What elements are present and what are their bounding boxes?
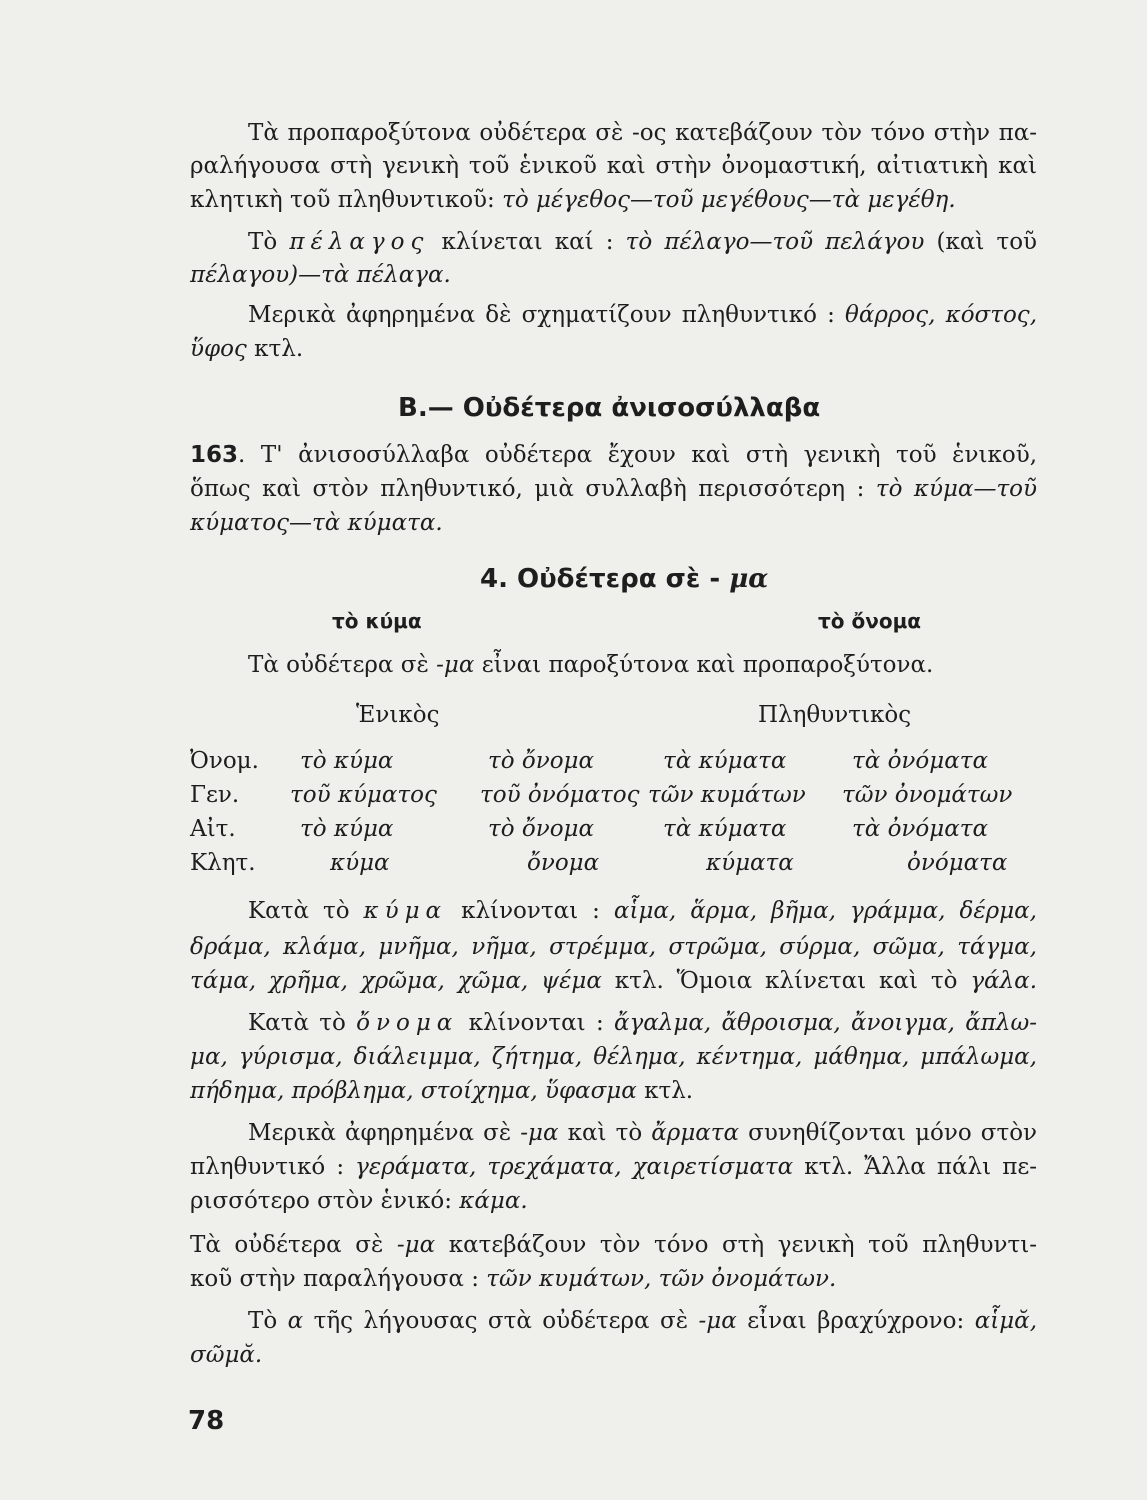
text-line: Τὰ οὐδέτερα σὲ -μα εἶναι παροξύτονα καὶ προπαροξύτονα. [248,652,934,678]
text-line: ὅπως καὶ στὸν πληθυντικό, μιὰ συλλαβὴ περισσότερη : τὸ κύμα—τοῦ [190,476,1038,502]
page-number: 78 [188,1406,225,1436]
book-page: Τὰ προπαροξύτονα οὐδέτερα σὲ -ος κατεβάζουν τὸν τόνο στὴν πα- ραλήγουσα στὴ γενικὴ τοῦ ἑνικοῦ καὶ στὴν ὀνομαστική, αἰτιατικὴ καὶ κλητικὴ τοῦ πληθυντικοῦ: τὸ μέγεθος—τοῦ μεγέθους—τὰ μεγέθη. Τὸ πέλαγος κλίνεται καί : τὸ πέλαγο—τοῦ πελάγου (καὶ τοῦ πέλαγου)—τὰ πέλαγα. Μερικὰ ἀφηρημένα δὲ σχηματίζουν πληθυντικό : θάρρος, κόστος, ὕφος κτλ. B.— Οὐδέτερα ἀνισοσύλλαβα 163. Τ' ἀνισοσύλλαβα οὐδέτερα ἔχουν καὶ στὴ γενικὴ τοῦ ἑνικοῦ, ὅπως καὶ στὸν πληθυντικό, μιὰ συλλαβὴ περισσότερη : τὸ κύμα—τοῦ κύματος—τὰ κύματα. 4. Οὐδέτερα σὲ - μα τὸ κύμα τὸ ὄνομα Τὰ οὐδέτερα σὲ -μα εἶναι παροξύτονα καὶ προπαροξύτονα. Ἑνικὸς Πληθυντικὸς Ὀνομ. τὸ κύμα τὸ ὄνομα τὰ κύματα τὰ ὀνόματα Γεν. τοῦ κύματος τοῦ ὀνόματος τῶν κυμάτων τῶν ὀνομάτων Αἰτ. τὸ κύμα τὸ ὄνομα τὰ κύματα τὰ ὀνόματα Κλητ. κύμα ὄνομα κύματα ὀνόματα Κατὰ τὸ κύμα κλίνονται : αἷμα, ἅρμα, βῆμα, γράμμα, δέρμα, δράμα, κλάμα, μνῆμα, νῆμα, στρέμμα, στρῶμα, σύρμα, σῶμα, τάγμα, τάμα, χρῆμα, χρῶμα, χῶμα, ψέμα κτλ. Ὅμοια κλίνεται καὶ τὸ γάλα. Κατὰ τὸ ὄνομα κλίνονται : ἄγαλμα, ἄθροισμα, ἄνοιγμα, ἄπλω- μα, γύρισμα, διάλειμμα, ζήτημα, θέλημα, κέντημα, μάθημα, μπάλωμα, πήδημα, πρόβλημα, στοίχημα, ὕφασμα κτλ. Μερικὰ ἀφηρημένα σὲ -μα καὶ τὸ ἄρματα συνηθίζονται μόνο στὸν πληθυντικό : γεράματα, τρεχάματα, χαιρετίσματα κτλ. Ἄλλα πάλι πε- ρισσότερο στὸν ἑνικό: κάμα. Τὰ οὐδέτερα σὲ -μα κατεβάζουν τὸν τόνο στὴ γενικὴ τοῦ πληθυντι- κοῦ στὴν παραλήγουσα : τῶν κυμάτων, τῶν ὀνομάτων. Τὸ α τῆς λήγουσας στὰ οὐδέτερα σὲ -μα εἶναι βραχύχρονο: αἷμᾰ, σῶμᾰ. 78 [188,120,1038,1436]
text-line: Τὸ α τῆς λήγουσας στὰ οὐδέτερα σὲ -μα εἶναι βραχύχρονο: αἷμᾰ, [248,1308,1038,1334]
text-line: κοῦ στὴν παραλήγουσα : τῶν κυμάτων, τῶν ὀνομάτων. [190,1266,837,1292]
text-line: πληθυντικό : γεράματα, τρεχάματα, χαιρετίσματα κτλ. Ἄλλα πάλι πε- [190,1154,1038,1180]
text-line: σῶμᾰ. [190,1342,263,1368]
text-line: Μερικὰ ἀφηρημένα δὲ σχηματίζουν πληθυντικό : θάρρος, κόστος, [248,302,1038,328]
section-heading: B.— Οὐδέτερα ἀνισοσύλλαβα [398,393,821,423]
text-line: Τὰ προπαροξύτονα οὐδέτερα σὲ -ος κατεβάζουν τὸν τόνο στὴν πα- [248,120,1037,146]
text-line: κλητικὴ τοῦ πληθυντικοῦ: τὸ μέγεθος—τοῦ μεγέθους—τὰ μεγέθη. [190,187,956,213]
example-label-right: τὸ ὄνομα [818,609,922,633]
text-line: κύματος—τὰ κύματα. [190,510,443,536]
subsection-heading: 4. Οὐδέτερα σὲ - μα [480,564,769,594]
text-line: ρισσότερο στὸν ἑνικό: κάμα. [190,1188,528,1214]
table-header-singular: Ἑνικὸς [356,702,440,728]
text-line: μα, γύρισμα, διάλειμμα, ζήτημα, θέλημα, κέντημα, μάθημα, μπάλωμα, [190,1044,1037,1070]
text-line: Τὰ οὐδέτερα σὲ -μα κατεβάζουν τὸν τόνο στὴ γενικὴ τοῦ πληθυντι- [190,1232,1038,1258]
text-line: Τὸ πέλαγος κλίνεται καί : τὸ πέλαγο—τοῦ πελάγου (καὶ τοῦ [248,229,1038,255]
text-line: πέλαγου)—τὰ πέλαγα. [190,262,451,288]
text-line: Μερικὰ ἀφηρημένα σὲ -μα καὶ τὸ ἄρματα συνηθίζονται μόνο στὸν [248,1120,1038,1146]
text-line: τάμα, χρῆμα, χρῶμα, χῶμα, ψέμα κτλ. Ὅμοια κλίνεται καὶ τὸ γάλα. [190,968,1038,994]
text-line: 163. Τ' ἀνισοσύλλαβα οὐδέτερα ἔχουν καὶ στὴ γενικὴ τοῦ ἑνικοῦ, [190,442,1037,468]
text-line: Κατὰ τὸ κύμα κλίνονται : αἷμα, ἅρμα, βῆμα, γράμμα, δέρμα, [248,898,1037,924]
example-label-left: τὸ κύμα [332,609,422,633]
table-header-plural: Πληθυντικὸς [758,702,912,728]
text-line: πήδημα, πρόβλημα, στοίχημα, ὕφασμα κτλ. [190,1078,694,1104]
text-line: ραλήγουσα στὴ γενικὴ τοῦ ἑνικοῦ καὶ στὴν ὀνομαστική, αἰτιατικὴ καὶ [190,153,1037,179]
paragraph-number: 163 [190,442,239,468]
text-line: ὕφος κτλ. [190,336,304,362]
text-line: δράμα, κλάμα, μνῆμα, νῆμα, στρέμμα, στρῶμα, σύρμα, σῶμα, τάγμα, [190,934,1037,960]
text-line: Κατὰ τὸ ὄνομα κλίνονται : ἄγαλμα, ἄθροισμα, ἄνοιγμα, ἄπλω- [248,1010,1037,1036]
